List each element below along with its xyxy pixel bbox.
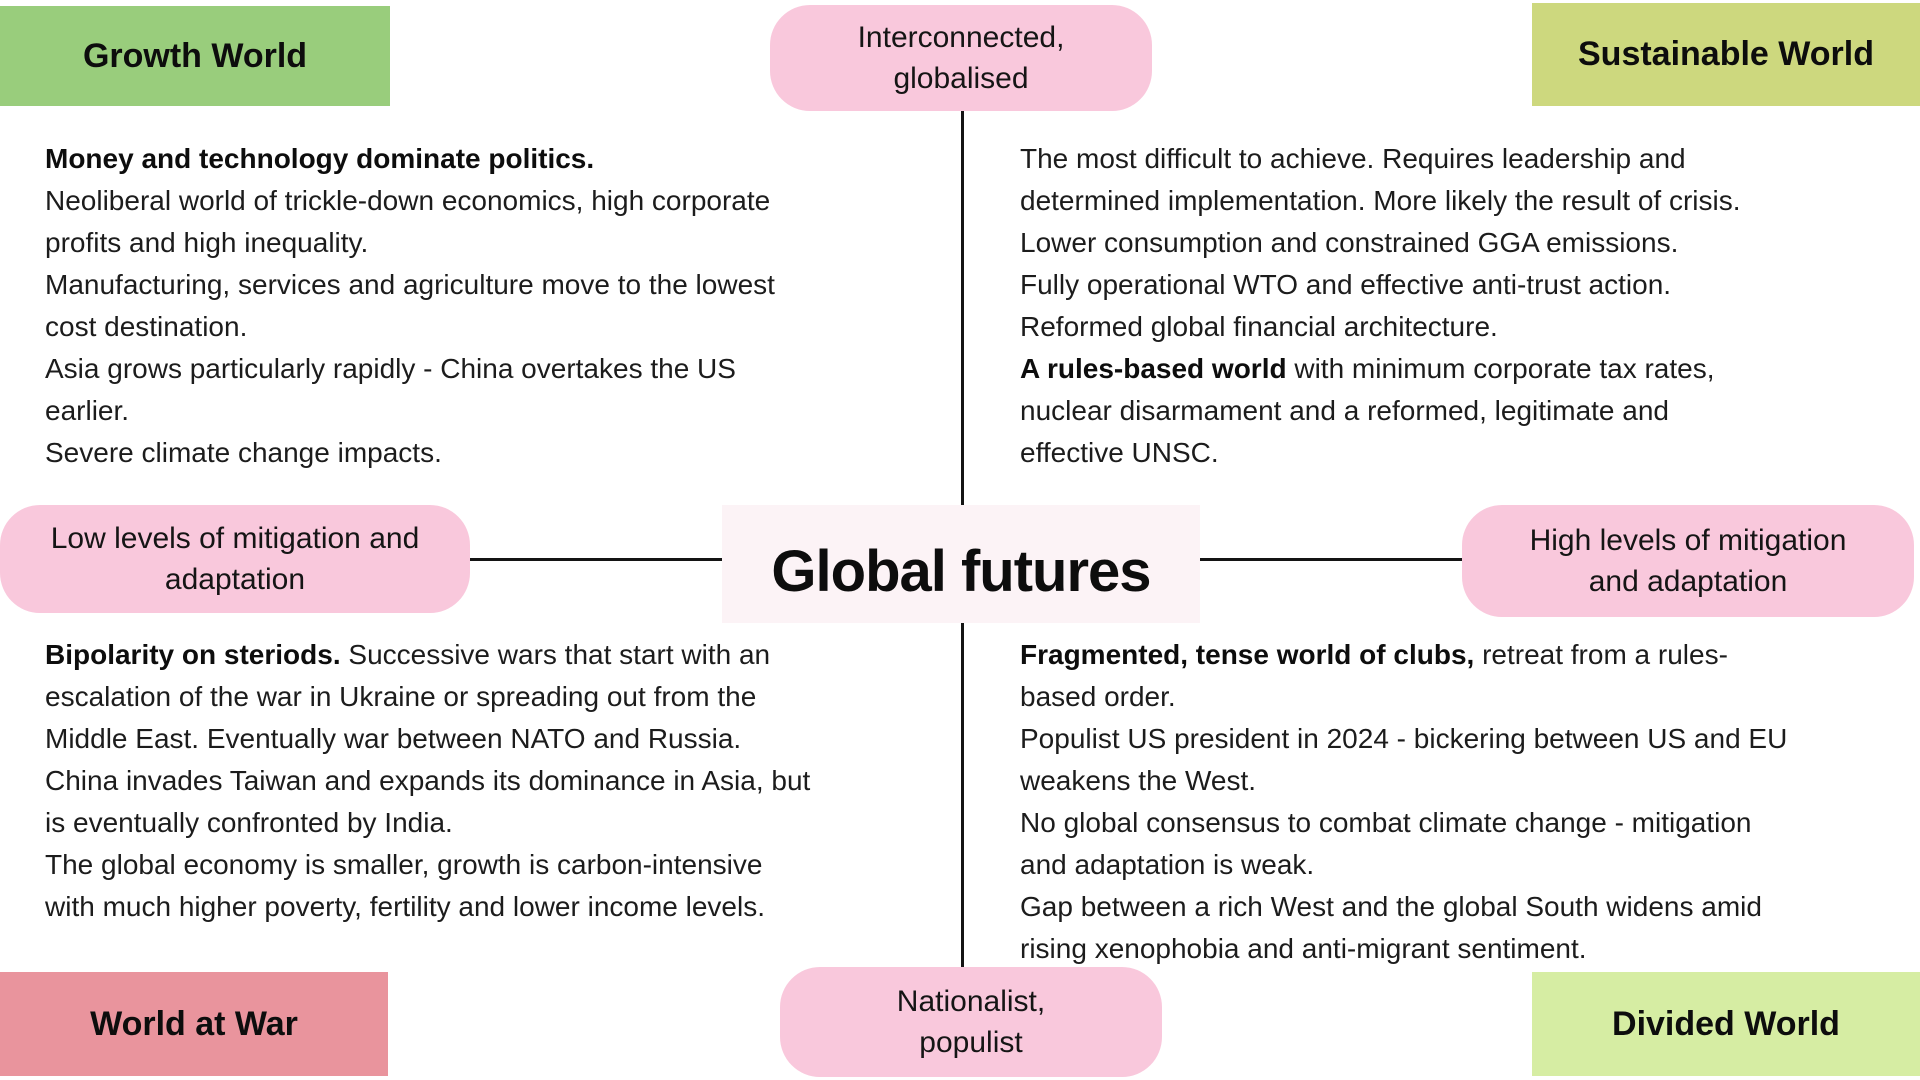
text-line: Severe climate change impacts. [45,437,442,468]
text-line: is eventually confronted by India. [45,807,453,838]
text-line: with much higher poverty, fertility and lower income levels. [45,891,766,922]
text-line: Neoliberal world of trickle-down economics, high corporate [45,185,771,216]
text-line: Reformed global financial architecture. [1020,311,1498,342]
quadrant-text-growth-world [45,138,945,474]
text-line: based order. [1020,681,1176,712]
text-line: Money and technology dominate politics. [45,143,595,174]
diagram-title-box [722,505,1200,623]
text-line: Manufacturing, services and agriculture move to the lowest [45,269,775,300]
diagram-title: Global futures [771,538,1151,604]
axis-label-line: adaptation [164,563,306,596]
axis-label-low-mitigation [0,505,470,613]
text-line: The global economy is smaller, growth is carbon-intensive [45,849,763,880]
text-line: cost destination. [45,311,248,342]
text-line: Populist US president in 2024 - bickering between US and EU [1020,723,1788,754]
text-line: effective UNSC. [1020,437,1219,468]
axis-label-line: Nationalist, [896,985,1046,1018]
axis-label-high-mitigation [1462,505,1914,617]
text-line: Fully operational WTO and effective anti-trust action. [1020,269,1672,300]
text-line: Gap between a rich West and the global South widens amid [1020,891,1762,922]
text-line: rising xenophobia and anti-migrant sentiment. [1020,933,1587,964]
axis-label-line: High levels of mitigation [1529,524,1847,557]
text-line: A rules-based world with minimum corporate tax rates, [1020,353,1715,384]
axis-label-nationalist-populist [780,967,1162,1077]
text-line: Middle East. Eventually war between NATO and Russia. [45,723,742,754]
text-line: China invades Taiwan and expands its dominance in Asia, but [45,765,811,796]
text-line: weakens the West. [1020,765,1257,796]
scenario-label-sustainable-world: Sustainable World [1532,3,1920,106]
text-line: earlier. [45,395,130,426]
text-line: Bipolarity on steriods. Successive wars that start with an [45,639,771,670]
scenario-label-divided-world: Divided World [1532,972,1920,1076]
scenario-label-world-at-war: World at War [0,972,388,1076]
text-line: profits and high inequality. [45,227,369,258]
text-line: The most difficult to achieve. Requires leadership and [1020,143,1686,174]
axis-label-line: globalised [893,62,1029,95]
text-line: and adaptation is weak. [1020,849,1315,880]
axis-label-line: and adaptation [1588,565,1788,598]
quadrant-text-divided-world [1020,634,1920,970]
text-line: determined implementation. More likely the result of crisis. [1020,185,1741,216]
axis-label-line: Low levels of mitigation and [50,522,420,555]
text-line: Asia grows particularly rapidly - China overtakes the US [45,353,736,384]
axis-label-line: populist [919,1026,1023,1059]
axis-label-interconnected-globalised [770,5,1152,111]
quadrant-text-sustainable-world [1020,138,1910,474]
axis-label-line: Interconnected, [857,21,1065,54]
text-line: nuclear disarmament and a reformed, legitimate and [1020,395,1670,426]
text-line: escalation of the war in Ukraine or spreading out from the [45,681,757,712]
text-line: No global consensus to combat climate change - mitigation [1020,807,1752,838]
text-line: Lower consumption and constrained GGA emissions. [1020,227,1679,258]
text-line: Fragmented, tense world of clubs, retreat from a rules- [1020,639,1728,670]
quadrant-text-world-at-war [45,634,975,928]
scenario-label-growth-world: Growth World [0,6,390,106]
